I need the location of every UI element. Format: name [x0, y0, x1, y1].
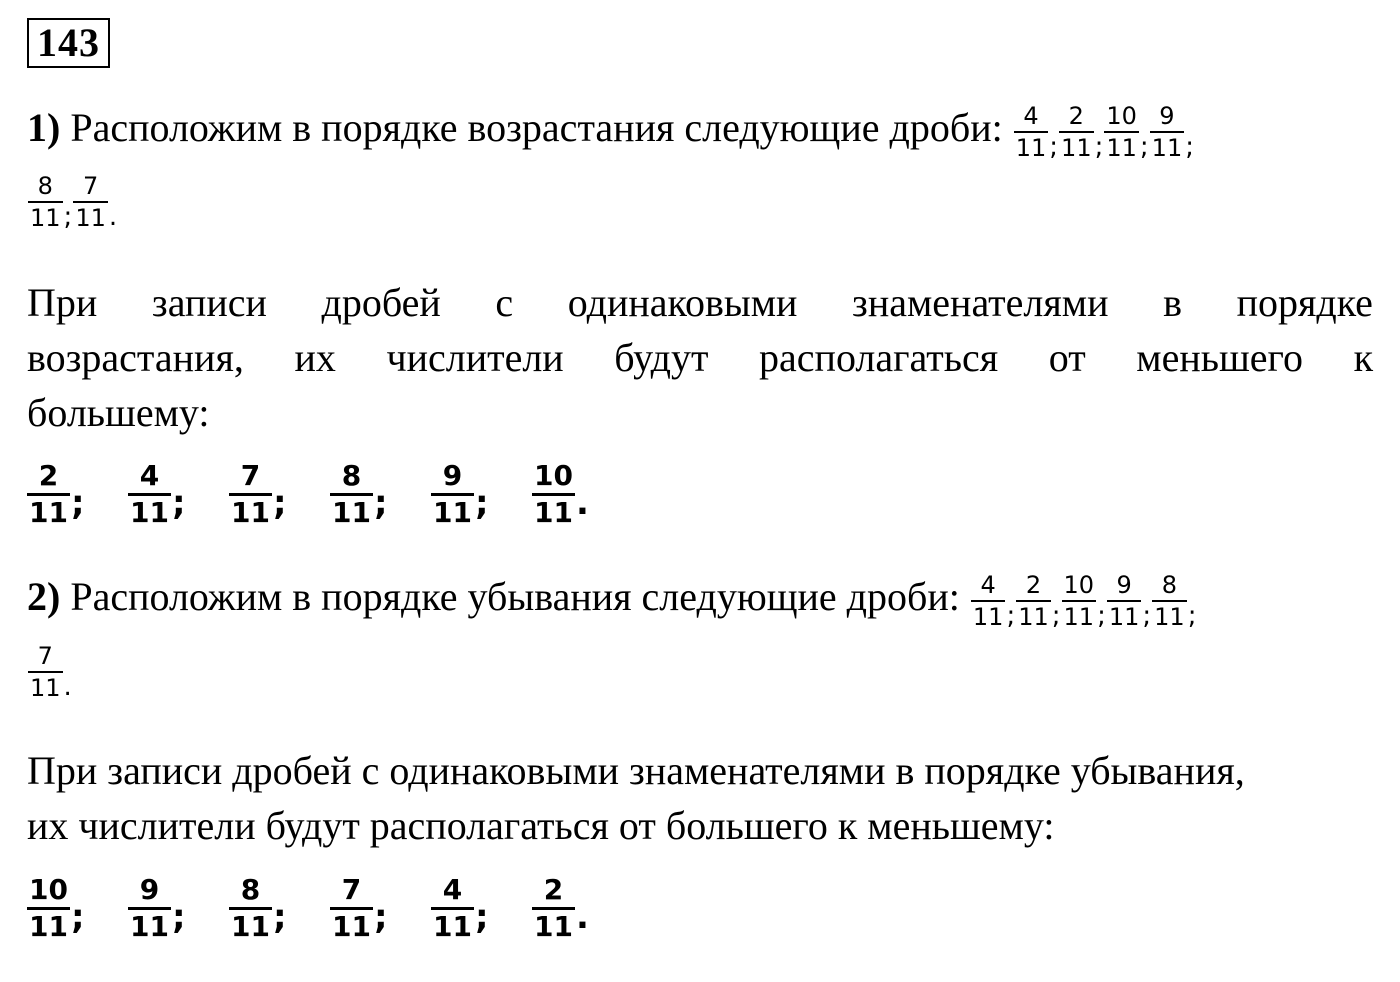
part1-explanation-line-1: [27, 275, 1373, 330]
word: будут: [614, 335, 709, 380]
word: меньшего: [1136, 335, 1303, 380]
result-item: [27, 873, 128, 943]
separator: ;: [373, 897, 388, 937]
fraction: [27, 459, 70, 529]
denominator: 11: [1151, 134, 1183, 162]
denominator: 11: [29, 910, 68, 943]
part2-intro-line: [27, 573, 1196, 640]
denominator: 11: [130, 910, 169, 943]
word: от: [1048, 335, 1086, 380]
separator: ;: [171, 897, 186, 937]
fraction: [1059, 104, 1094, 160]
fraction: [532, 459, 575, 529]
numerator: 10: [1106, 102, 1137, 130]
denominator: 11: [130, 496, 169, 529]
numerator: 10: [29, 873, 68, 906]
fraction-bar: [1062, 600, 1097, 602]
numerator: 7: [82, 172, 99, 200]
fraction-bar: [1104, 131, 1139, 133]
fraction: [1152, 573, 1187, 629]
fraction: [28, 644, 63, 700]
separator: ;: [373, 483, 388, 523]
word: При: [27, 280, 98, 325]
numerator: 10: [1063, 571, 1095, 599]
fraction-bar: [28, 671, 63, 673]
part1-result-sequence: [27, 459, 633, 529]
separator: ;: [171, 483, 186, 523]
denominator: 11: [433, 496, 472, 529]
word: дробей: [321, 280, 441, 325]
part1-intro-line: [27, 104, 1194, 171]
result-item: [532, 459, 633, 529]
separator: ;: [474, 897, 489, 937]
fraction: [1104, 104, 1139, 160]
fraction: [73, 174, 108, 230]
part2-intro: Расположим в порядке убывания следующие дроби:: [70, 574, 960, 620]
fraction: [128, 459, 171, 529]
separator: ;: [474, 483, 489, 523]
numerator: 8: [341, 459, 362, 492]
result-item: [431, 459, 532, 529]
part2-given-continued: [27, 644, 72, 711]
separator: ;: [1139, 132, 1149, 163]
denominator: 11: [30, 204, 61, 232]
word: их: [294, 335, 336, 380]
part2-given-rest: [27, 642, 72, 703]
separator: .: [575, 897, 589, 937]
separator: ;: [1049, 132, 1059, 163]
part2-given-first: [970, 571, 1197, 632]
part1-explanation-line-2: [27, 330, 1373, 385]
part2-result-sequence: [27, 873, 633, 943]
denominator: 11: [1063, 603, 1095, 631]
numerator: 9: [442, 459, 463, 492]
numerator: 7: [240, 459, 261, 492]
separator: ;: [1006, 601, 1016, 632]
separator: ;: [1142, 601, 1152, 632]
numerator: 9: [1159, 102, 1175, 130]
denominator: 11: [1015, 134, 1047, 162]
separator: .: [575, 483, 589, 523]
part2-explanation-line-1: При записи дробей с одинаковыми знаменателями в порядке убывания,: [27, 748, 1245, 793]
word: знаменателями: [852, 280, 1109, 325]
fraction: [1062, 573, 1097, 629]
result-item: [128, 459, 229, 529]
word: в: [1163, 280, 1182, 325]
separator: .: [63, 672, 72, 703]
denominator: 11: [1154, 603, 1185, 631]
word: располагаться: [759, 335, 999, 380]
denominator: 11: [30, 674, 61, 702]
denominator: 11: [534, 910, 573, 943]
fraction-bar: [1152, 600, 1187, 602]
separator: ;: [272, 897, 287, 937]
part2-explanation-line-2: их числители будут располагаться от большего к меньшему:: [27, 803, 1055, 848]
separator: ;: [1185, 132, 1194, 163]
fraction: [330, 459, 373, 529]
denominator: 11: [332, 910, 371, 943]
denominator: 11: [75, 204, 106, 232]
denominator: 11: [972, 603, 1004, 631]
word: с: [495, 280, 514, 325]
fraction: [431, 873, 474, 943]
part2-marker: 2): [27, 574, 61, 620]
numerator: 9: [1116, 571, 1132, 599]
fraction: [1016, 573, 1051, 629]
fraction: [128, 873, 171, 943]
fraction-bar: [28, 201, 63, 203]
fraction: [229, 873, 272, 943]
fraction-bar: [1107, 600, 1142, 602]
denominator: 11: [433, 910, 472, 943]
part1-given-continued: [27, 174, 117, 241]
word: числители: [386, 335, 564, 380]
denominator: 11: [1108, 603, 1140, 631]
part1-marker: 1): [27, 105, 61, 151]
separator: ;: [1094, 132, 1104, 163]
numerator: 2: [543, 873, 564, 906]
fraction-bar: [1059, 131, 1094, 133]
fraction-bar: [1150, 131, 1185, 133]
numerator: 7: [37, 642, 53, 670]
separator: ;: [70, 897, 85, 937]
numerator: 2: [1068, 102, 1084, 130]
separator: ;: [272, 483, 287, 523]
numerator: 8: [240, 873, 261, 906]
denominator: 11: [1061, 134, 1092, 162]
fraction: [431, 459, 474, 529]
result-item: [229, 873, 330, 943]
fraction-bar: [971, 600, 1006, 602]
part1-explanation-line-3: большему:: [27, 390, 210, 435]
numerator: 4: [139, 459, 160, 492]
word: к: [1353, 335, 1373, 380]
numerator: 4: [980, 571, 996, 599]
numerator: 8: [1161, 571, 1178, 599]
denominator: 11: [1106, 134, 1137, 162]
denominator: 11: [29, 496, 68, 529]
separator: ;: [1097, 601, 1106, 632]
denominator: 11: [1018, 603, 1049, 631]
fraction-bar: [1014, 131, 1049, 133]
separator: ;: [70, 483, 85, 523]
word: порядке: [1236, 280, 1373, 325]
fraction-bar: [73, 201, 108, 203]
result-item: [431, 873, 532, 943]
denominator: 11: [534, 496, 573, 529]
numerator: 2: [1025, 571, 1042, 599]
exercise-number: 143: [27, 18, 110, 68]
fraction: [1150, 104, 1185, 160]
result-item: [330, 873, 431, 943]
denominator: 11: [231, 496, 270, 529]
word: возрастания,: [27, 335, 244, 380]
separator: .: [108, 202, 118, 233]
numerator: 4: [442, 873, 463, 906]
fraction: [1014, 104, 1049, 160]
word: записи: [151, 280, 267, 325]
separator: ;: [1187, 601, 1197, 632]
fraction: [532, 873, 575, 943]
result-item: [532, 873, 633, 943]
result-item: [330, 459, 431, 529]
denominator: 11: [231, 910, 270, 943]
separator: ;: [63, 202, 73, 233]
numerator: 10: [534, 459, 573, 492]
numerator: 9: [139, 873, 160, 906]
numerator: 4: [1023, 102, 1039, 130]
part1-given-rest: [27, 172, 118, 233]
fraction: [1107, 573, 1142, 629]
fraction: [27, 873, 70, 943]
numerator: 2: [38, 459, 59, 492]
part1-intro: Расположим в порядке возрастания следующие дроби:: [70, 105, 1003, 151]
part1-given-first: [1013, 102, 1194, 163]
denominator: 11: [332, 496, 371, 529]
fraction: [330, 873, 373, 943]
numerator: 8: [37, 172, 53, 200]
numerator: 7: [341, 873, 362, 906]
word: одинаковыми: [567, 280, 798, 325]
result-item: [229, 459, 330, 529]
fraction: [28, 174, 63, 230]
fraction-bar: [1016, 600, 1051, 602]
separator: ;: [1051, 601, 1061, 632]
result-item: [128, 873, 229, 943]
fraction: [971, 573, 1006, 629]
fraction: [229, 459, 272, 529]
result-item: [27, 459, 128, 529]
